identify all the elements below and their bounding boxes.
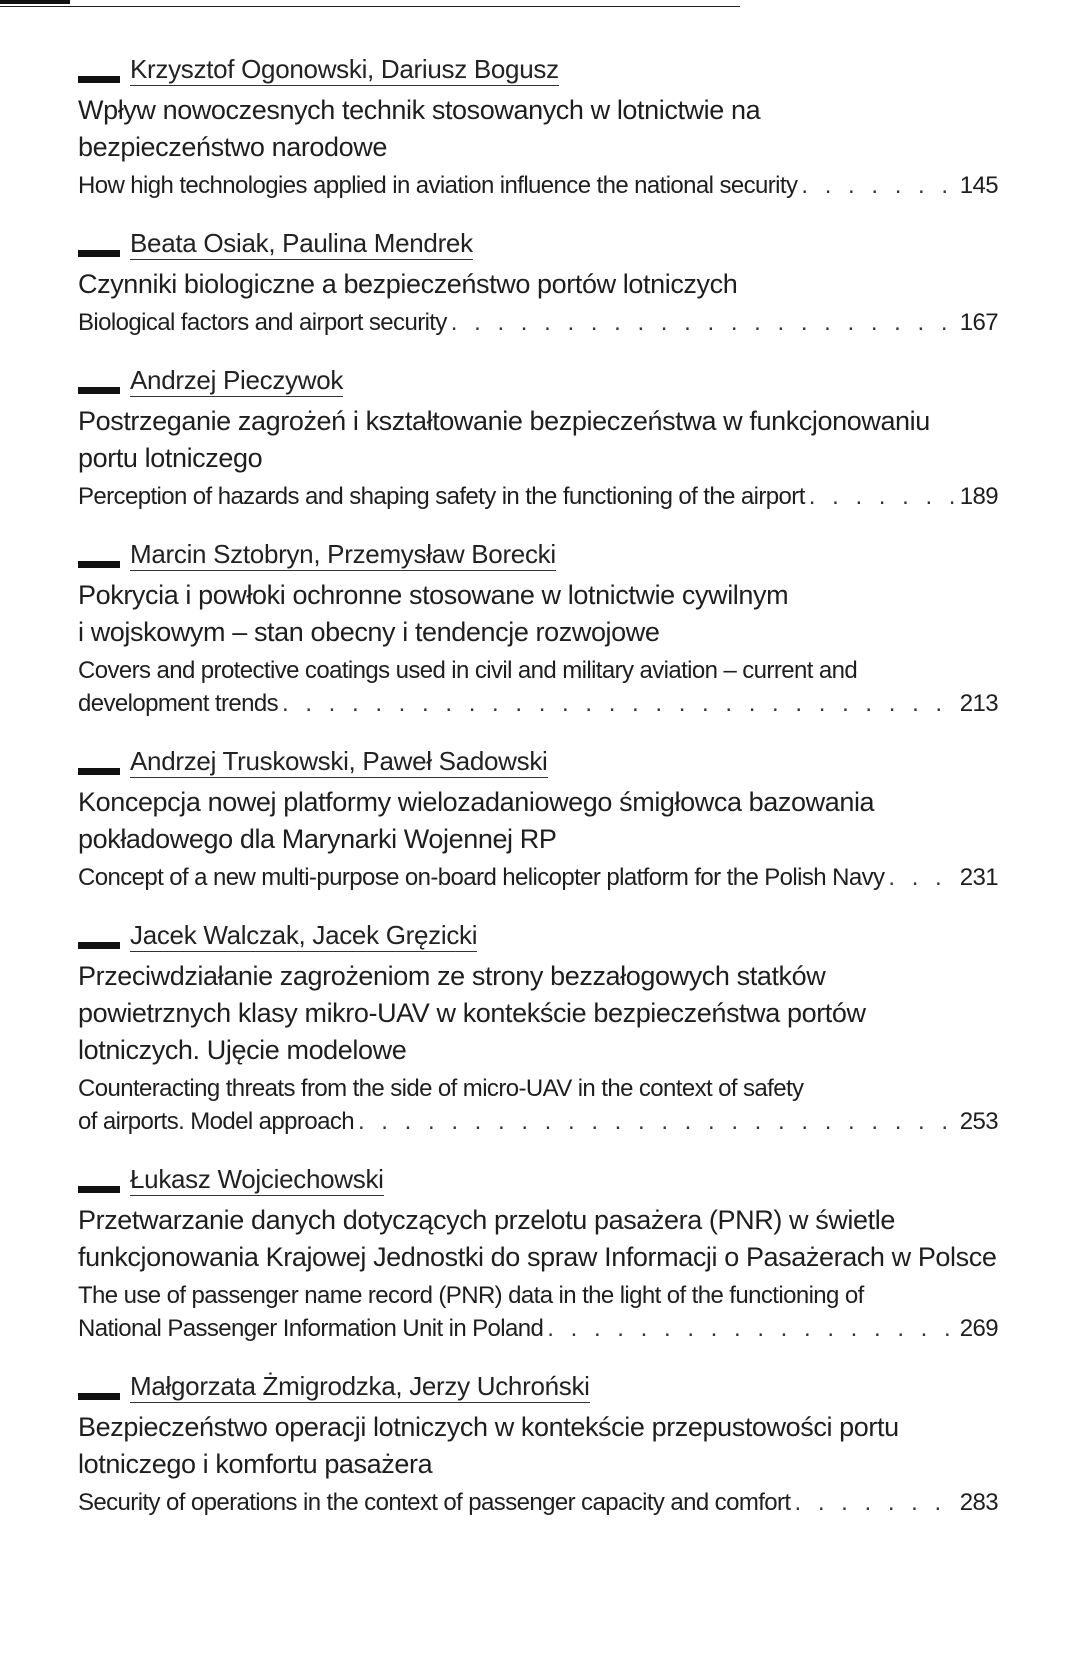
entry-title-english-line: of airports. Model approach (78, 1108, 354, 1135)
toc-entry (78, 535, 998, 720)
toc-entry-header (78, 50, 998, 86)
toc-entry-header (78, 916, 998, 952)
entry-authors: Jacek Walczak, Jacek Gręzicki (130, 920, 478, 950)
entry-marker-bar (78, 1393, 120, 1400)
entry-authors: Łukasz Wojciechowski (130, 1164, 384, 1194)
entry-title-english-line: National Passenger Information Unit in Poland (78, 1315, 544, 1342)
entry-page-number: 253 (959, 1108, 998, 1135)
toc-entry (78, 361, 998, 513)
entry-marker-bar (78, 1186, 120, 1193)
entry-title-english (78, 1279, 998, 1345)
dot-leader (451, 306, 956, 339)
entry-title-english-line: Perception of hazards and shaping safety in the functioning of the airport (78, 483, 805, 510)
entry-title-polish: pokładowego dla Marynarki Wojennej RP (78, 824, 557, 854)
toc-entry-header (78, 224, 998, 260)
toc-entry (78, 50, 998, 202)
entry-leader-line (78, 169, 998, 202)
entry-leader-line (78, 1486, 998, 1519)
dot-leader (547, 1312, 955, 1345)
top-rule-accent (0, 0, 70, 4)
entry-title-polish: Postrzeganie zagrożeń i kształtowanie bezpieczeństwa w funkcjonowaniu (78, 406, 930, 436)
entry-page-number: 231 (959, 864, 998, 891)
entry-title-english (78, 1072, 998, 1138)
entry-title-english (78, 654, 998, 720)
toc-entry-header (78, 361, 998, 397)
entry-page-number: 167 (959, 309, 998, 336)
entry-leader-line (78, 1105, 998, 1138)
entry-marker-bar (78, 942, 120, 949)
entry-authors: Marcin Sztobryn, Przemysław Borecki (130, 539, 556, 569)
entry-page-number: 145 (959, 172, 998, 199)
top-rule (0, 0, 740, 7)
entry-marker-bar (78, 76, 120, 83)
entry-leader-line (78, 1312, 998, 1345)
entry-title-polish: Przeciwdziałanie zagrożeniom ze strony bezzałogowych statków (78, 961, 826, 991)
entry-title-polish: Koncepcja nowej platformy wielozadaniowego śmigłowca bazowania (78, 787, 875, 817)
toc-entry-header (78, 1160, 998, 1196)
entry-title-polish: lotniczego i komfortu pasażera (78, 1449, 433, 1479)
entry-title-polish: portu lotniczego (78, 443, 263, 473)
entry-title-english-line: Covers and protective coatings used in civil and military aviation – current and (78, 657, 858, 684)
dot-leader (282, 687, 956, 720)
entry-leader-line (78, 687, 998, 720)
toc-entry (78, 1160, 998, 1345)
entry-title-english (78, 306, 998, 339)
entry-title-english (78, 480, 998, 513)
entry-title-polish: Wpływ nowoczesnych technik stosowanych w lotnictwie na (78, 95, 761, 125)
entry-page-number: 213 (959, 690, 998, 717)
dot-leader (888, 861, 955, 894)
entry-title-polish: bezpieczeństwo narodowe (78, 132, 387, 162)
entry-title-english-line: How high technologies applied in aviation influence the national security (78, 172, 798, 199)
entry-title-polish: funkcjonowania Krajowej Jednostki do spraw Informacji o Pasażerach w Polsce (78, 1242, 997, 1272)
entry-leader-line (78, 480, 998, 513)
entry-page-number: 189 (959, 483, 998, 510)
entry-authors: Beata Osiak, Paulina Mendrek (130, 228, 473, 258)
toc-entry (78, 742, 998, 894)
entry-title-english-line: The use of passenger name record (PNR) data in the light of the functioning of (78, 1282, 864, 1309)
entry-leader-line (78, 861, 998, 894)
table-of-contents (78, 50, 998, 1519)
entry-title-polish: Czynniki biologiczne a bezpieczeństwo portów lotniczych (78, 269, 738, 299)
dot-leader (801, 169, 955, 202)
entry-title-english-line: Concept of a new multi-purpose on-board helicopter platform for the Polish Navy (78, 864, 885, 891)
entry-page-number: 269 (959, 1315, 998, 1342)
entry-title-polish: powietrznych klasy mikro-UAV w kontekście bezpieczeństwa portów (78, 998, 866, 1028)
entry-title-polish: lotniczych. Ujęcie modelowe (78, 1035, 407, 1065)
toc-entry (78, 1367, 998, 1519)
entry-leader-line (78, 306, 998, 339)
entry-title-english (78, 1486, 998, 1519)
entry-title-english-line: development trends (78, 690, 278, 717)
toc-entry-header (78, 742, 998, 778)
entry-title-english (78, 169, 998, 202)
dot-leader (795, 1486, 956, 1519)
entry-authors: Krzysztof Ogonowski, Dariusz Bogusz (130, 54, 559, 84)
entry-marker-bar (78, 768, 120, 775)
entry-authors: Andrzej Truskowski, Paweł Sadowski (130, 746, 548, 776)
dot-leader (358, 1105, 956, 1138)
entry-title-english-line: Security of operations in the context of passenger capacity and comfort (78, 1489, 791, 1516)
entry-marker-bar (78, 387, 120, 394)
entry-authors: Andrzej Pieczywok (130, 365, 344, 395)
entry-title-english (78, 861, 998, 894)
entry-marker-bar (78, 250, 120, 257)
entry-title-english-line: Biological factors and airport security (78, 309, 447, 336)
toc-entry (78, 916, 998, 1138)
entry-title-polish: Przetwarzanie danych dotyczących przelotu pasażera (PNR) w świetle (78, 1205, 895, 1235)
entry-title-polish: Bezpieczeństwo operacji lotniczych w kontekście przepustowości portu (78, 1412, 899, 1442)
entry-title-english-line: Counteracting threats from the side of micro-UAV in the context of safety (78, 1075, 804, 1102)
entry-title-polish: Pokrycia i powłoki ochronne stosowane w lotnictwie cywilnym (78, 580, 789, 610)
entry-page-number: 283 (959, 1489, 998, 1516)
entry-marker-bar (78, 561, 120, 568)
toc-entry-header (78, 535, 998, 571)
toc-entry-header (78, 1367, 998, 1403)
entry-title-polish: i wojskowym – stan obecny i tendencje rozwojowe (78, 617, 660, 647)
entry-authors: Małgorzata Żmigrodzka, Jerzy Uchroński (130, 1371, 590, 1401)
toc-entry (78, 224, 998, 339)
dot-leader (809, 480, 956, 513)
